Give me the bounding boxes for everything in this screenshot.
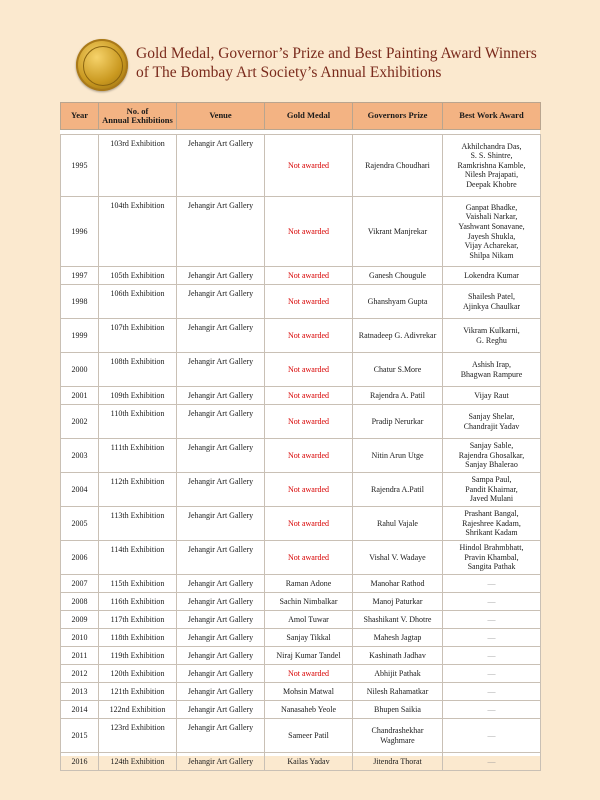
cell-best-work-award: Ganpat Bhadke, Vaishali Narkar, Yashwant Sonavane, Jayesh Shukla, Vijay Acharekar, Shilpa Nikam <box>443 197 541 267</box>
cell-governors-prize: Nitin Arun Utge <box>353 439 443 473</box>
table-row <box>61 611 541 629</box>
cell-venue: Jehangir Art Gallery <box>177 405 265 439</box>
cell-exhibition: 123rd Exhibition <box>99 719 177 753</box>
cell-year: 1996 <box>61 197 99 267</box>
cell-best-work-award: Vikram Kulkarni, G. Reghu <box>443 319 541 353</box>
cell-gold-medal: Not awarded <box>265 473 353 507</box>
cell-governors-prize: Rajendra Choudhari <box>353 135 443 197</box>
cell-gold-medal: Amol Tuwar <box>265 611 353 629</box>
cell-exhibition: 114th Exhibition <box>99 541 177 575</box>
cell-year: 1995 <box>61 135 99 197</box>
title-line-1: Gold Medal, Governor’s Prize and Best Painting Award Winners <box>136 45 537 62</box>
cell-exhibition: 109th Exhibition <box>99 387 177 405</box>
cell-gold-medal: Not awarded <box>265 541 353 575</box>
cell-venue: Jehangir Art Gallery <box>177 753 265 771</box>
cell-best-work-award: Shailesh Patel, Ajinkya Chaulkar <box>443 285 541 319</box>
cell-year: 2004 <box>61 473 99 507</box>
cell-venue: Jehangir Art Gallery <box>177 473 265 507</box>
table-row <box>61 647 541 665</box>
cell-year: 2013 <box>61 683 99 701</box>
cell-gold-medal: Niraj Kumar Tandel <box>265 647 353 665</box>
cell-governors-prize: Manohar Rathod <box>353 575 443 593</box>
cell-best-work-award: — <box>443 647 541 665</box>
cell-gold-medal: Sameer Patil <box>265 719 353 753</box>
column-header-exhibitions: No. of Annual Exhibitions <box>99 103 177 130</box>
title-line-2: of The Bombay Art Society’s Annual Exhibitions <box>136 64 442 81</box>
cell-governors-prize: Nilesh Rahamatkar <box>353 683 443 701</box>
table-row <box>61 753 541 771</box>
cell-exhibition: 117th Exhibition <box>99 611 177 629</box>
cell-venue: Jehangir Art Gallery <box>177 353 265 387</box>
table-row <box>61 319 541 353</box>
cell-exhibition: 110th Exhibition <box>99 405 177 439</box>
cell-best-work-award: — <box>443 575 541 593</box>
table-row <box>61 387 541 405</box>
cell-exhibition: 120th Exhibition <box>99 665 177 683</box>
cell-venue: Jehangir Art Gallery <box>177 575 265 593</box>
cell-venue: Jehangir Art Gallery <box>177 267 265 285</box>
cell-gold-medal: Not awarded <box>265 135 353 197</box>
cell-venue: Jehangir Art Gallery <box>177 701 265 719</box>
table-body <box>61 130 541 771</box>
table-row <box>61 593 541 611</box>
cell-exhibition: 111th Exhibition <box>99 439 177 473</box>
cell-venue: Jehangir Art Gallery <box>177 285 265 319</box>
cell-venue: Jehangir Art Gallery <box>177 665 265 683</box>
cell-venue: Jehangir Art Gallery <box>177 629 265 647</box>
cell-year: 1997 <box>61 267 99 285</box>
cell-exhibition: 106th Exhibition <box>99 285 177 319</box>
cell-year: 2000 <box>61 353 99 387</box>
cell-exhibition: 124th Exhibition <box>99 753 177 771</box>
cell-year: 2007 <box>61 575 99 593</box>
cell-exhibition: 104th Exhibition <box>99 197 177 267</box>
cell-governors-prize: Chandrashekhar Waghmare <box>353 719 443 753</box>
table-row <box>61 575 541 593</box>
cell-exhibition: 119th Exhibition <box>99 647 177 665</box>
cell-governors-prize: Jitendra Thorat <box>353 753 443 771</box>
table-row <box>61 405 541 439</box>
table-row <box>61 473 541 507</box>
gold-medal-icon <box>76 39 128 91</box>
cell-exhibition: 122nd Exhibition <box>99 701 177 719</box>
cell-year: 2010 <box>61 629 99 647</box>
cell-governors-prize: Ghanshyam Gupta <box>353 285 443 319</box>
table-row <box>61 683 541 701</box>
cell-year: 2005 <box>61 507 99 541</box>
cell-gold-medal: Not awarded <box>265 405 353 439</box>
cell-best-work-award: — <box>443 611 541 629</box>
table-row <box>61 197 541 267</box>
table-row <box>61 439 541 473</box>
cell-governors-prize: Kashinath Jadhav <box>353 647 443 665</box>
cell-governors-prize: Manoj Paturkar <box>353 593 443 611</box>
cell-gold-medal: Not awarded <box>265 353 353 387</box>
cell-governors-prize: Vikrant Manjrekar <box>353 197 443 267</box>
cell-venue: Jehangir Art Gallery <box>177 387 265 405</box>
cell-best-work-award: Sampa Paul, Pandit Khairnar, Javed Mulani <box>443 473 541 507</box>
cell-venue: Jehangir Art Gallery <box>177 507 265 541</box>
cell-best-work-award: Akhilchandra Das, S. S. Shintre, Ramkrishna Kamble, Nilesh Prajapati, Deepak Khobre <box>443 135 541 197</box>
cell-year: 1999 <box>61 319 99 353</box>
cell-year: 2011 <box>61 647 99 665</box>
cell-best-work-award: Lokendra Kumar <box>443 267 541 285</box>
cell-year: 2008 <box>61 593 99 611</box>
column-header-year: Year <box>61 103 99 130</box>
cell-gold-medal: Mohsin Matwal <box>265 683 353 701</box>
cell-venue: Jehangir Art Gallery <box>177 593 265 611</box>
column-header-best-work-award: Best Work Award <box>443 103 541 130</box>
cell-best-work-award: Hindol Brahmbhatt, Pravin Khambal, Sangita Pathak <box>443 541 541 575</box>
table-row <box>61 353 541 387</box>
cell-gold-medal: Nanasaheb Yeole <box>265 701 353 719</box>
cell-year: 2014 <box>61 701 99 719</box>
cell-best-work-award: Prashant Bangal, Rajeshree Kadam, Shrikant Kadam <box>443 507 541 541</box>
cell-governors-prize: Vishal V. Wadaye <box>353 541 443 575</box>
cell-governors-prize: Ratnadeep G. Adivrekar <box>353 319 443 353</box>
cell-venue: Jehangir Art Gallery <box>177 439 265 473</box>
cell-year: 2003 <box>61 439 99 473</box>
cell-venue: Jehangir Art Gallery <box>177 135 265 197</box>
cell-exhibition: 121th Exhibition <box>99 683 177 701</box>
cell-exhibition: 115th Exhibition <box>99 575 177 593</box>
awards-table-container <box>60 102 540 766</box>
cell-year: 1998 <box>61 285 99 319</box>
cell-exhibition: 118th Exhibition <box>99 629 177 647</box>
cell-exhibition: 113th Exhibition <box>99 507 177 541</box>
cell-exhibition: 107th Exhibition <box>99 319 177 353</box>
cell-venue: Jehangir Art Gallery <box>177 197 265 267</box>
cell-year: 2015 <box>61 719 99 753</box>
cell-governors-prize: Chatur S.More <box>353 353 443 387</box>
cell-gold-medal: Not awarded <box>265 665 353 683</box>
cell-gold-medal: Kailas Yadav <box>265 753 353 771</box>
cell-best-work-award: — <box>443 753 541 771</box>
cell-best-work-award: — <box>443 593 541 611</box>
cell-best-work-award: — <box>443 683 541 701</box>
table-row <box>61 507 541 541</box>
cell-year: 2016 <box>61 753 99 771</box>
cell-governors-prize: Pradip Nerurkar <box>353 405 443 439</box>
cell-governors-prize: Abhijit Pathak <box>353 665 443 683</box>
cell-governors-prize: Bhupen Saikia <box>353 701 443 719</box>
cell-governors-prize: Rajendra A. Patil <box>353 387 443 405</box>
cell-gold-medal: Not awarded <box>265 267 353 285</box>
table-header-row <box>61 103 541 130</box>
table-row <box>61 665 541 683</box>
cell-exhibition: 105th Exhibition <box>99 267 177 285</box>
table-row <box>61 541 541 575</box>
cell-governors-prize: Rahul Vajale <box>353 507 443 541</box>
table-row <box>61 285 541 319</box>
page-header <box>0 0 600 98</box>
cell-governors-prize: Rajendra A.Patil <box>353 473 443 507</box>
table-row <box>61 701 541 719</box>
table-row <box>61 267 541 285</box>
cell-best-work-award: — <box>443 629 541 647</box>
awards-table <box>60 102 541 771</box>
cell-gold-medal: Not awarded <box>265 285 353 319</box>
cell-exhibition: 116th Exhibition <box>99 593 177 611</box>
cell-gold-medal: Not awarded <box>265 197 353 267</box>
cell-best-work-award: Ashish Irap, Bhagwan Rampure <box>443 353 541 387</box>
cell-venue: Jehangir Art Gallery <box>177 683 265 701</box>
cell-year: 2001 <box>61 387 99 405</box>
cell-exhibition: 112th Exhibition <box>99 473 177 507</box>
cell-venue: Jehangir Art Gallery <box>177 719 265 753</box>
cell-governors-prize: Mahesh Jagtap <box>353 629 443 647</box>
cell-best-work-award: — <box>443 719 541 753</box>
table-row <box>61 719 541 753</box>
cell-gold-medal: Not awarded <box>265 387 353 405</box>
cell-venue: Jehangir Art Gallery <box>177 541 265 575</box>
cell-best-work-award: Sanjay Shelar, Chandrajit Yadav <box>443 405 541 439</box>
column-header-governors-prize: Governors Prize <box>353 103 443 130</box>
column-header-venue: Venue <box>177 103 265 130</box>
cell-year: 2006 <box>61 541 99 575</box>
cell-gold-medal: Sachin Nimbalkar <box>265 593 353 611</box>
cell-best-work-award: Vijay Raut <box>443 387 541 405</box>
cell-best-work-award: Sanjay Sable, Rajendra Ghosalkar, Sanjay Bhalerao <box>443 439 541 473</box>
cell-governors-prize: Ganesh Chougule <box>353 267 443 285</box>
table-row <box>61 629 541 647</box>
cell-best-work-award: — <box>443 701 541 719</box>
column-header-gold-medal: Gold Medal <box>265 103 353 130</box>
cell-best-work-award: — <box>443 665 541 683</box>
page-title <box>136 44 586 82</box>
cell-governors-prize: Shashikant V. Dhotre <box>353 611 443 629</box>
cell-year: 2002 <box>61 405 99 439</box>
cell-venue: Jehangir Art Gallery <box>177 611 265 629</box>
cell-gold-medal: Not awarded <box>265 507 353 541</box>
cell-year: 2012 <box>61 665 99 683</box>
cell-venue: Jehangir Art Gallery <box>177 647 265 665</box>
cell-exhibition: 103rd Exhibition <box>99 135 177 197</box>
cell-gold-medal: Not awarded <box>265 439 353 473</box>
cell-gold-medal: Raman Adone <box>265 575 353 593</box>
cell-year: 2009 <box>61 611 99 629</box>
table-row <box>61 135 541 197</box>
cell-exhibition: 108th Exhibition <box>99 353 177 387</box>
cell-venue: Jehangir Art Gallery <box>177 319 265 353</box>
cell-gold-medal: Sanjay Tikkal <box>265 629 353 647</box>
cell-gold-medal: Not awarded <box>265 319 353 353</box>
